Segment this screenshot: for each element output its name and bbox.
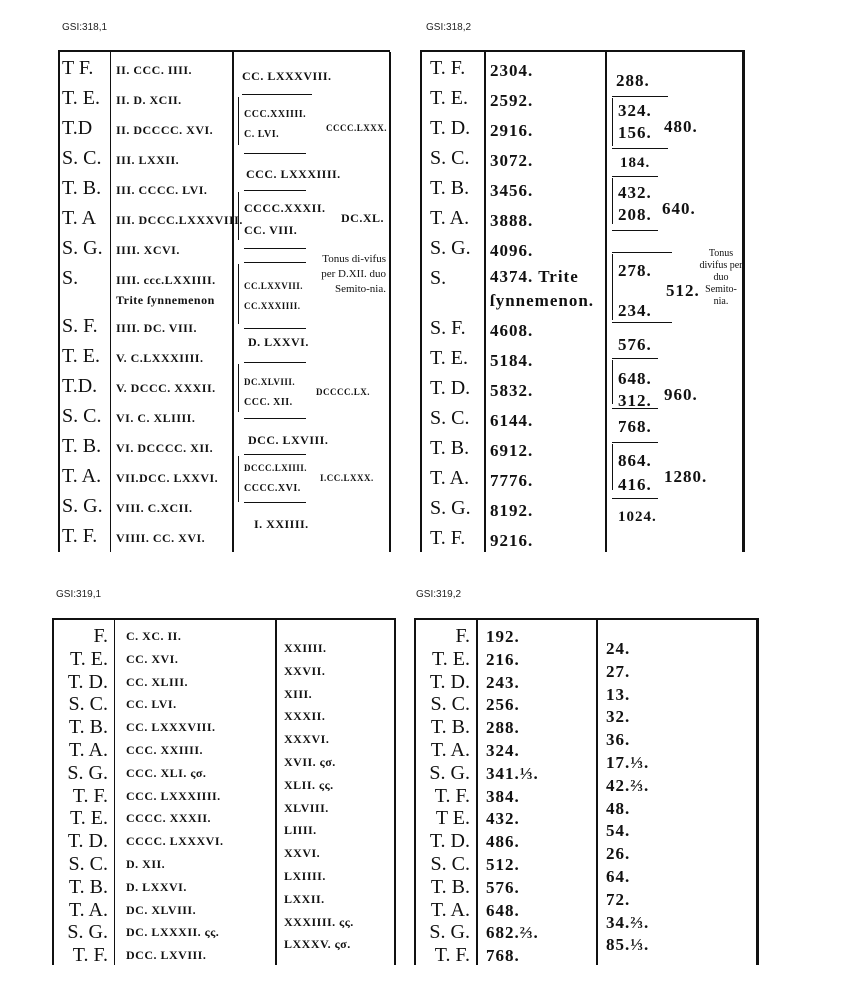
ratio-cell: 768.	[486, 946, 520, 966]
ratio-cell: 7776.	[490, 471, 534, 490]
tonus-note: Tonus divifus per duo Semito-nia.	[699, 248, 743, 307]
ratio-cell: XXXIIII. ςς.	[284, 914, 354, 929]
sum-cell: 960.	[664, 385, 698, 404]
ratio-cell: 64.	[606, 867, 631, 886]
ratio-cell: CC. VIII.	[244, 223, 298, 237]
ratio-cell: 278.	[618, 261, 652, 280]
note-key: S.	[430, 267, 447, 289]
ratio-cell: 432.	[486, 809, 520, 829]
ratio-cell: V. DCCC. XXXII.	[116, 381, 216, 395]
ratio-cell: D. LXXVI.	[248, 335, 309, 349]
note-key: S. G.	[67, 761, 108, 784]
column-divider	[232, 52, 234, 552]
bracket	[238, 456, 239, 502]
rule	[612, 442, 658, 443]
ratio-cell: III. LXXII.	[116, 153, 180, 167]
ratio-cell: IIII. ccc.LXXIIII.	[116, 273, 216, 287]
ratio-cell: DC. XLVIII.	[126, 902, 197, 917]
sum-cell: DC.XL.	[341, 211, 385, 225]
note-key: T. B.	[62, 177, 102, 199]
ratio-cell: 85.⅓.	[606, 935, 650, 955]
sum-cell: 1280.	[664, 467, 708, 486]
ratio-cell: 26.	[606, 844, 631, 864]
note-key: T F.	[62, 57, 94, 79]
rule	[612, 252, 672, 253]
note-key: T. E.	[62, 345, 100, 367]
ratio-cell: CCC. XXIIII.	[126, 743, 204, 757]
ratio-cell: CCCC. XXXII.	[126, 811, 212, 826]
rule	[244, 502, 306, 503]
ratio-cell: XLII. ςς.	[284, 777, 334, 792]
note-key: T. A.	[430, 207, 470, 229]
note-key: T. E.	[70, 807, 108, 830]
ratio-cell: ſynnemenon.	[490, 291, 595, 310]
note-key: T. D.	[429, 830, 470, 853]
ratio-cell: 36.	[606, 730, 631, 750]
ratio-cell: 24.	[606, 639, 631, 658]
sum-cell: 512.	[666, 281, 700, 300]
ratio-cell: IIII. DC. VIII.	[116, 321, 197, 335]
bracket	[612, 178, 613, 224]
ratio-cell: CC. XLIII.	[126, 674, 189, 689]
ratio-cell: 34.⅔.	[606, 912, 650, 932]
rule	[612, 230, 658, 231]
ratio-cell: XXVI.	[284, 846, 321, 861]
table-318-2	[420, 50, 745, 552]
ratio-cell: 324.	[618, 101, 652, 120]
ratio-cell: 2592.	[490, 91, 534, 110]
note-key: S. C.	[62, 405, 102, 427]
note-key: T.D.	[62, 375, 98, 397]
ratio-cell: VII.DCC. LXXVI.	[116, 471, 219, 485]
rule	[612, 498, 658, 499]
ratio-cell: CCCC.XXXII.	[244, 201, 326, 215]
table-border	[58, 52, 60, 552]
column-divider	[476, 620, 478, 965]
ratio-cell: XLVIII.	[284, 800, 329, 815]
ratio-cell: 192.	[486, 627, 520, 646]
ratio-cell: 13.	[606, 684, 631, 704]
ratio-cell: 17.⅓.	[606, 753, 650, 772]
ratio-cell: 768.	[618, 417, 652, 436]
ratio-cell: D. LXXVI.	[126, 879, 187, 894]
ratio-cell: 341.⅓.	[486, 763, 539, 783]
ratio-cell: 4608.	[490, 321, 534, 340]
ratio-cell: 576.	[618, 335, 652, 354]
sum-cell: I.CC.LXXX.	[320, 473, 374, 483]
ratio-cell: XXVII.	[284, 663, 326, 678]
note-key: S. C.	[430, 147, 470, 169]
ratio-cell: 648.	[618, 369, 652, 388]
note-key: T. F.	[62, 525, 98, 547]
note-key: S. C.	[68, 693, 108, 716]
rule	[612, 148, 668, 149]
note-key: S.	[62, 267, 79, 289]
ratio-cell: 4096.	[490, 241, 534, 260]
note-key: T. B.	[68, 716, 108, 739]
ratio-cell: I. XXIIII.	[254, 517, 309, 531]
ratio-cell: 288.	[486, 718, 520, 738]
note-key: T. B.	[62, 435, 102, 457]
ratio-cell: 156.	[618, 123, 652, 142]
bracket	[612, 360, 613, 404]
note-key: T. A.	[430, 739, 470, 761]
rule	[244, 248, 306, 249]
ratio-cell: 54.	[606, 821, 631, 841]
ratio-cell: 512.	[486, 855, 520, 874]
ratio-cell: CC.XXXIIII.	[244, 301, 301, 311]
sum-cell: 480.	[664, 117, 698, 136]
ratio-cell: D. XII.	[126, 857, 166, 871]
ratio-cell: III. CCCC. LVI.	[116, 183, 208, 197]
column-divider	[114, 620, 115, 965]
ratio-cell: 9216.	[490, 531, 534, 550]
ratio-cell: 576.	[486, 877, 520, 897]
table-border	[414, 620, 416, 965]
bracket	[238, 97, 239, 145]
rule	[612, 322, 672, 323]
table-border	[420, 52, 422, 552]
ratio-cell: 3456.	[490, 181, 534, 200]
note-key: T. B.	[430, 716, 470, 739]
note-key: T. A.	[68, 739, 108, 761]
note-key: T. E.	[70, 647, 108, 670]
note-key: F.	[455, 625, 470, 647]
ratio-cell: 2916.	[490, 121, 534, 140]
note-key: S. F.	[62, 315, 98, 337]
ratio-cell: III. DCCC.LXXXVIII.	[116, 213, 243, 227]
ratio-cell: DC.XLVIII.	[244, 377, 296, 387]
note-key: S. G.	[62, 237, 103, 259]
note-key: T. F.	[72, 784, 108, 807]
rule	[612, 176, 658, 177]
ratio-cell: CCC. XLI. ςσ.	[126, 765, 207, 780]
ratio-cell: II. D. XCII.	[116, 93, 182, 107]
ratio-cell: 42.⅔.	[606, 775, 650, 795]
column-divider	[605, 52, 607, 552]
rule	[242, 94, 312, 95]
note-key: T. A.	[62, 465, 102, 487]
table-border	[389, 52, 391, 552]
rule	[244, 362, 306, 363]
rule	[244, 153, 306, 154]
note-key: T. E.	[432, 647, 470, 670]
ratio-cell: 4374. Trite	[490, 267, 579, 286]
column-divider	[484, 52, 486, 552]
ratio-cell: 6912.	[490, 441, 534, 460]
ratio-cell: 384.	[486, 786, 520, 806]
bracket	[238, 264, 239, 324]
ratio-cell: 312.	[618, 391, 652, 410]
ratio-cell: 864.	[618, 451, 652, 470]
bracket	[612, 98, 613, 146]
ratio-cell: XXXII.	[284, 709, 326, 724]
rule	[612, 408, 658, 409]
note-key: S. G.	[67, 921, 108, 944]
table-318-1	[58, 50, 390, 552]
ratio-cell: II. DCCCC. XVI.	[116, 123, 214, 137]
note-key: T. D.	[429, 670, 470, 693]
ratio-cell: VI. DCCCC. XII.	[116, 441, 214, 455]
ratio-cell: LXXXV. ςσ.	[284, 937, 351, 952]
ratio-cell: 256.	[486, 695, 520, 715]
table-border	[52, 620, 54, 965]
table-border	[394, 620, 396, 965]
ratio-cell: XXIIII.	[284, 641, 327, 655]
sum-cell: CCCC.LXXX.	[326, 123, 387, 133]
note-key: S. G.	[430, 237, 471, 259]
rule	[612, 358, 658, 359]
ratio-cell: LXXII.	[284, 891, 325, 906]
note-key: S. G.	[429, 921, 470, 944]
sum-cell: DCCCC.LX.	[316, 387, 370, 397]
ratio-cell: 486.	[486, 832, 520, 852]
note-key: T. D.	[430, 117, 471, 139]
table-border	[756, 620, 759, 965]
ratio-cell: 32.	[606, 707, 631, 727]
ratio-cell: VI. C. XLIIII.	[116, 411, 196, 425]
panel-label: GSI:319,2	[416, 589, 462, 600]
ratio-cell: 416.	[618, 475, 652, 494]
note-key: T. A.	[430, 898, 470, 921]
note-key: S. F.	[430, 317, 466, 339]
rule	[244, 190, 306, 191]
ratio-cell: 48.	[606, 798, 631, 818]
rule	[244, 418, 306, 419]
ratio-cell: CCCC. LXXXVI.	[126, 834, 224, 849]
ratio-cell: 288.	[616, 71, 650, 90]
note-key: F.	[93, 625, 108, 647]
ratio-cell: 208.	[618, 205, 652, 224]
ratio-cell: 6144.	[490, 411, 534, 430]
ratio-cell: 2304.	[490, 61, 534, 80]
note-key: T. A.	[430, 467, 470, 489]
sum-cell: 640.	[662, 199, 696, 218]
note-key: T. F.	[430, 527, 466, 549]
note-key: S. C.	[430, 407, 470, 429]
rule	[244, 454, 306, 455]
note-key: T. E.	[430, 87, 468, 109]
rule	[244, 262, 306, 263]
ratio-cell: CC. XVI.	[126, 651, 179, 666]
tonus-note: Tonus di-vifus per D.XII. duo Semito-nia.	[321, 253, 386, 295]
note-key: T. B.	[430, 437, 470, 459]
ratio-cell: CC. LXXXVIII.	[126, 720, 216, 735]
ratio-cell: VIII. C.XCII.	[116, 501, 193, 515]
column-divider	[110, 52, 111, 552]
ratio-cell: C. LVI.	[244, 129, 280, 140]
note-key: T. B.	[430, 875, 470, 898]
ratio-cell: LIIII.	[284, 823, 317, 838]
note-key: S. C.	[430, 853, 470, 875]
ratio-cell: 234.	[618, 301, 652, 320]
ratio-cell: 243.	[486, 672, 520, 692]
note-key: T. F.	[434, 784, 470, 807]
rule	[244, 328, 306, 329]
note-key: T. F.	[430, 57, 466, 79]
note-key: T. F.	[72, 944, 108, 967]
note-key: T. F.	[434, 944, 470, 967]
rule	[612, 96, 668, 97]
ratio-cell: XIII.	[284, 686, 313, 701]
column-divider	[275, 620, 277, 965]
ratio-cell: 682.⅔.	[486, 923, 539, 943]
note-key: T. E.	[62, 87, 100, 109]
ratio-cell: CCC.XXIIII.	[244, 109, 307, 120]
note-key: S. C.	[62, 147, 102, 169]
note-key: T.D	[62, 117, 93, 139]
ratio-cell: 8192.	[490, 501, 534, 520]
bracket	[612, 444, 613, 490]
ratio-cell: IIII. XCVI.	[116, 243, 180, 257]
ratio-cell: 3072.	[490, 151, 534, 170]
table-319-2	[414, 618, 759, 965]
ratio-cell: CCC. LXXXIIII.	[246, 167, 341, 181]
bracket	[238, 364, 239, 412]
ratio-cell: CC. LXXXVIII.	[242, 69, 332, 83]
ratio-cell: 3888.	[490, 211, 534, 230]
ratio-cell: CC.LXXVIII.	[244, 281, 304, 291]
ratio-cell: DCC. LXVIII.	[126, 948, 207, 963]
ratio-cell: DC. LXXXII. ςς.	[126, 925, 220, 940]
ratio-cell: 5832.	[490, 381, 534, 400]
ratio-cell: 27.	[606, 661, 631, 681]
ratio-cell: 72.	[606, 889, 631, 909]
note-key: T. D.	[67, 830, 108, 853]
ratio-cell: LXIIII.	[284, 869, 326, 883]
note-key: T. D.	[67, 670, 108, 693]
ratio-cell: CC. LVI.	[126, 697, 177, 712]
ratio-cell: CCCC.XVI.	[244, 483, 301, 494]
ratio-cell: 648.	[486, 900, 520, 920]
note-key: S. C.	[68, 853, 108, 875]
ratio-cell: VIIII. CC. XVI.	[116, 531, 206, 545]
panel-label: GSI:318,1	[62, 22, 108, 33]
note-key: T. B.	[430, 177, 470, 199]
ratio-cell: CCC. LXXXIIII.	[126, 788, 221, 803]
ratio-cell: 184.	[620, 155, 651, 171]
ratio-cell: DCCC.LXIIII.	[244, 463, 308, 473]
bracket	[612, 254, 613, 320]
ratio-cell: 432.	[618, 183, 652, 202]
ratio-cell: II. CCC. IIII.	[116, 63, 193, 77]
panel-label: GSI:318,2	[426, 22, 472, 33]
note-key: T. E.	[430, 347, 468, 369]
note-key: T. A	[62, 207, 97, 229]
ratio-cell: C. XC. II.	[126, 629, 182, 643]
ratio-cell: XXXVI.	[284, 732, 330, 747]
note-key: T E.	[435, 807, 470, 830]
note-key: S. C.	[430, 693, 470, 716]
ratio-cell: 5184.	[490, 351, 534, 370]
note-key: T. B.	[68, 875, 108, 898]
ratio-cell: CCC. XII.	[244, 397, 293, 408]
table-319-1	[52, 618, 396, 965]
note-key: S. G.	[429, 761, 470, 784]
ratio-cell: V. C.LXXXIIII.	[116, 351, 204, 365]
note-key: S. G.	[62, 495, 103, 517]
ratio-cell: XVII. ςσ.	[284, 755, 336, 769]
note-key: T. D.	[430, 377, 471, 399]
panel-label: GSI:319,1	[56, 589, 102, 600]
column-divider	[596, 620, 598, 965]
ratio-cell: DCC. LXVIII.	[248, 433, 329, 447]
note-key: T. A.	[68, 898, 108, 921]
ratio-cell: Trite ſynnemenon	[116, 293, 215, 307]
ratio-cell: 324.	[486, 741, 520, 760]
ratio-cell: 1024.	[618, 509, 657, 525]
note-key: S. G.	[430, 497, 471, 519]
ratio-cell: 216.	[486, 649, 520, 669]
bracket	[238, 192, 239, 240]
